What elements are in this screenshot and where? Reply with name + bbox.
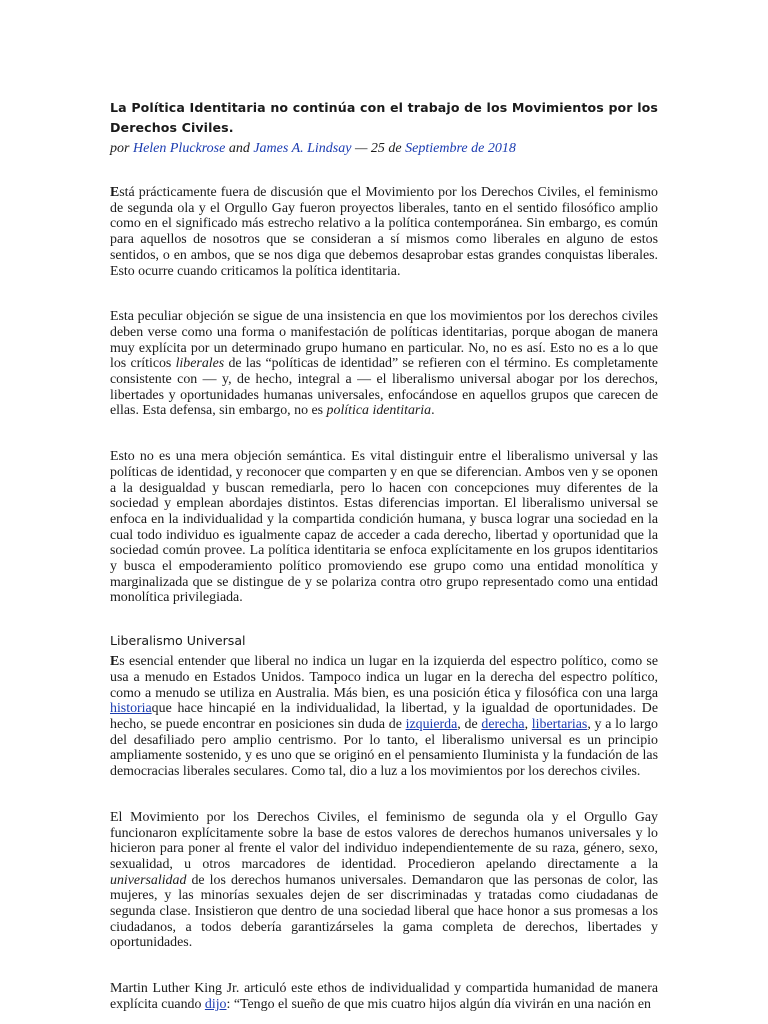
section-heading-liberalismo-universal: Liberalismo Universal — [110, 633, 246, 649]
document-page — [110, 98, 658, 1013]
paragraph-4-text-b: que hace hincapié en la individualidad, la libertad, y la igualdad de oportunidades. De hecho, se puede encontrar en posiciones sin duda de — [110, 701, 658, 732]
link-historia[interactable]: historia — [110, 701, 152, 717]
paragraph-4-text-d: , — [524, 716, 532, 732]
paragraph-4-text-e: , y a lo largo del desafiliado pero amplio centrismo. Por lo tanto, el liberalismo universal es un principio ampliamente sostenido, y es uno que se originó en el pensamiento Iluminista y la fundación de las democracias liberales seculares. Como tal, dio a luz a los movimientos por los derechos civiles. — [110, 716, 658, 780]
author-link-helen-pluckrose[interactable]: Helen Pluckrose — [132, 141, 226, 156]
paragraph-2-text-a: Esta peculiar objeción se sigue de una insistencia en que los movimientos por los derechos civiles deben verse como una forma o manifestación de políticas identitarias, porque abogan de manera muy explícita por un determinado grupo humano en particular. No, no es así. Esto no es a lo que los críticos — [110, 309, 658, 372]
link-dijo[interactable]: dijo — [204, 996, 227, 1012]
paragraph-4 — [110, 654, 658, 780]
emphasis-universalidad: universalidad — [110, 872, 187, 888]
paragraph-1 — [110, 185, 658, 279]
paragraph-6-text-b: : “Tengo el sueño de que mis cuatro hijos algún día vivirán en una nación en — [226, 996, 651, 1012]
article-title: La Política Identitaria no continúa con el trabajo de los Movimientos por los Derechos Civiles. — [110, 100, 658, 135]
paragraph-2-text-c: . — [431, 403, 435, 419]
emphasis-liberales: liberales — [175, 356, 225, 372]
paragraph-6-text-a: Martin Luther King Jr. articuló este ethos de individualidad y compartida humanidad de manera explícita cuando — [110, 981, 658, 1012]
paragraph-5 — [110, 810, 658, 951]
paragraph-5-text-b: de los derechos humanos universales. Demandaron que las personas de color, las mujeres, y las minorías sexuales dejen de ser discriminadas y tratadas como ciudadanas de segunda clase. Insistieron que dentro de una sociedad liberal que hace honor a sus promesas a los ciudadanos, a todos debería garantizárseles la gama completa de derechos, libertades y oportunidades. — [110, 872, 658, 951]
date-link[interactable]: Septiembre de 2018 — [405, 141, 516, 156]
byline-and: and — [225, 141, 254, 156]
byline-por: por — [110, 141, 133, 156]
paragraph-1-text: stá prácticamente fuera de discusión que el Movimiento por los Derechos Civiles, el feminismo de segunda ola y el Orgullo Gay fueron proyectos liberales, tanto en el sentido filosófico amplio como en el significado más estrecho relativo a la política contemporánea. Sin embargo, es común para aquellos de nosotros que se consideran a sí mismos como liberales en alguno de estos sentidos, o en ambos, que se nos diga que debemos desaprobar estas grandes conquistas liberales. Esto ocurre cuando criticamos la política identitaria. — [110, 185, 658, 279]
paragraph-2 — [110, 309, 658, 419]
paragraph-4-text-a: s esencial entender que liberal no indica un lugar en la izquierda del espectro político, como se usa a menudo en Estados Unidos. Tampoco indica un lugar en la derecha del espectro político, como a menudo se utiliza en Australia. Más bien, es una posición ética y filosófica con una larga — [110, 654, 658, 701]
emphasis-politica-identitaria: política identitaria — [326, 403, 432, 419]
paragraph-6 — [110, 981, 658, 1012]
byline-dash: — 25 de — [351, 141, 406, 156]
paragraph-2-text-b: de las “políticas de identidad” se refieren con el término. Es completamente consistente con — y, de hecho, integral a — el liberalismo universal abogar por los derechos, libertades y oportunidades humanas universales, enfocándose en aquellos grupos que carecen de ellas. Esta defensa, sin embargo, no es — [110, 356, 659, 419]
drop-cap: E — [110, 185, 120, 200]
drop-cap: E — [110, 654, 120, 670]
link-libertarias[interactable]: libertarias — [531, 716, 588, 732]
byline — [110, 140, 658, 158]
paragraph-4-text-c: , de — [457, 716, 482, 732]
link-derecha[interactable]: derecha — [481, 716, 525, 732]
link-izquierda[interactable]: izquierda — [405, 716, 458, 732]
paragraph-5-text-a: El Movimiento por los Derechos Civiles, el feminismo de segunda ola y el Orgullo Gay funcionaron explícitamente sobre la base de estos valores de derechos humanos universales y lo hicieron para poner al frente el valor del individuo independientemente de su raza, género, sexo, sexualidad, u otros marcadores de identidad. Procedieron apelando directamente a la — [110, 809, 658, 872]
paragraph-3: Esto no es una mera objeción semántica. Es vital distinguir entre el liberalismo universal y las políticas de identidad, y reconocer que comparten y en que se diferencian. Ambos ven y se oponen a la desigualdad y buscan remediarla, pero lo hacen con concepciones muy diferentes de la sociedad y emplean abordajes distintos. Estas diferencias importan. El liberalismo universal se enfoca en la individualidad y la compartida condición humana, y busca lograr una sociedad en la cual todo individuo es igualmente capaz de acceder a cada derecho, libertad y oportunidad que la sociedad común provee. La política identitaria se enfoca explícitamente en los grupos identitarios y busca el empoderamiento político promoviendo ese grupo como una entidad monolítica y marginalizada que se distingue de y se polariza contra otro grupo representado como una entidad monolítica privilegiada. — [110, 449, 658, 606]
author-link-james-lindsay[interactable]: James A. Lindsay — [253, 141, 352, 156]
